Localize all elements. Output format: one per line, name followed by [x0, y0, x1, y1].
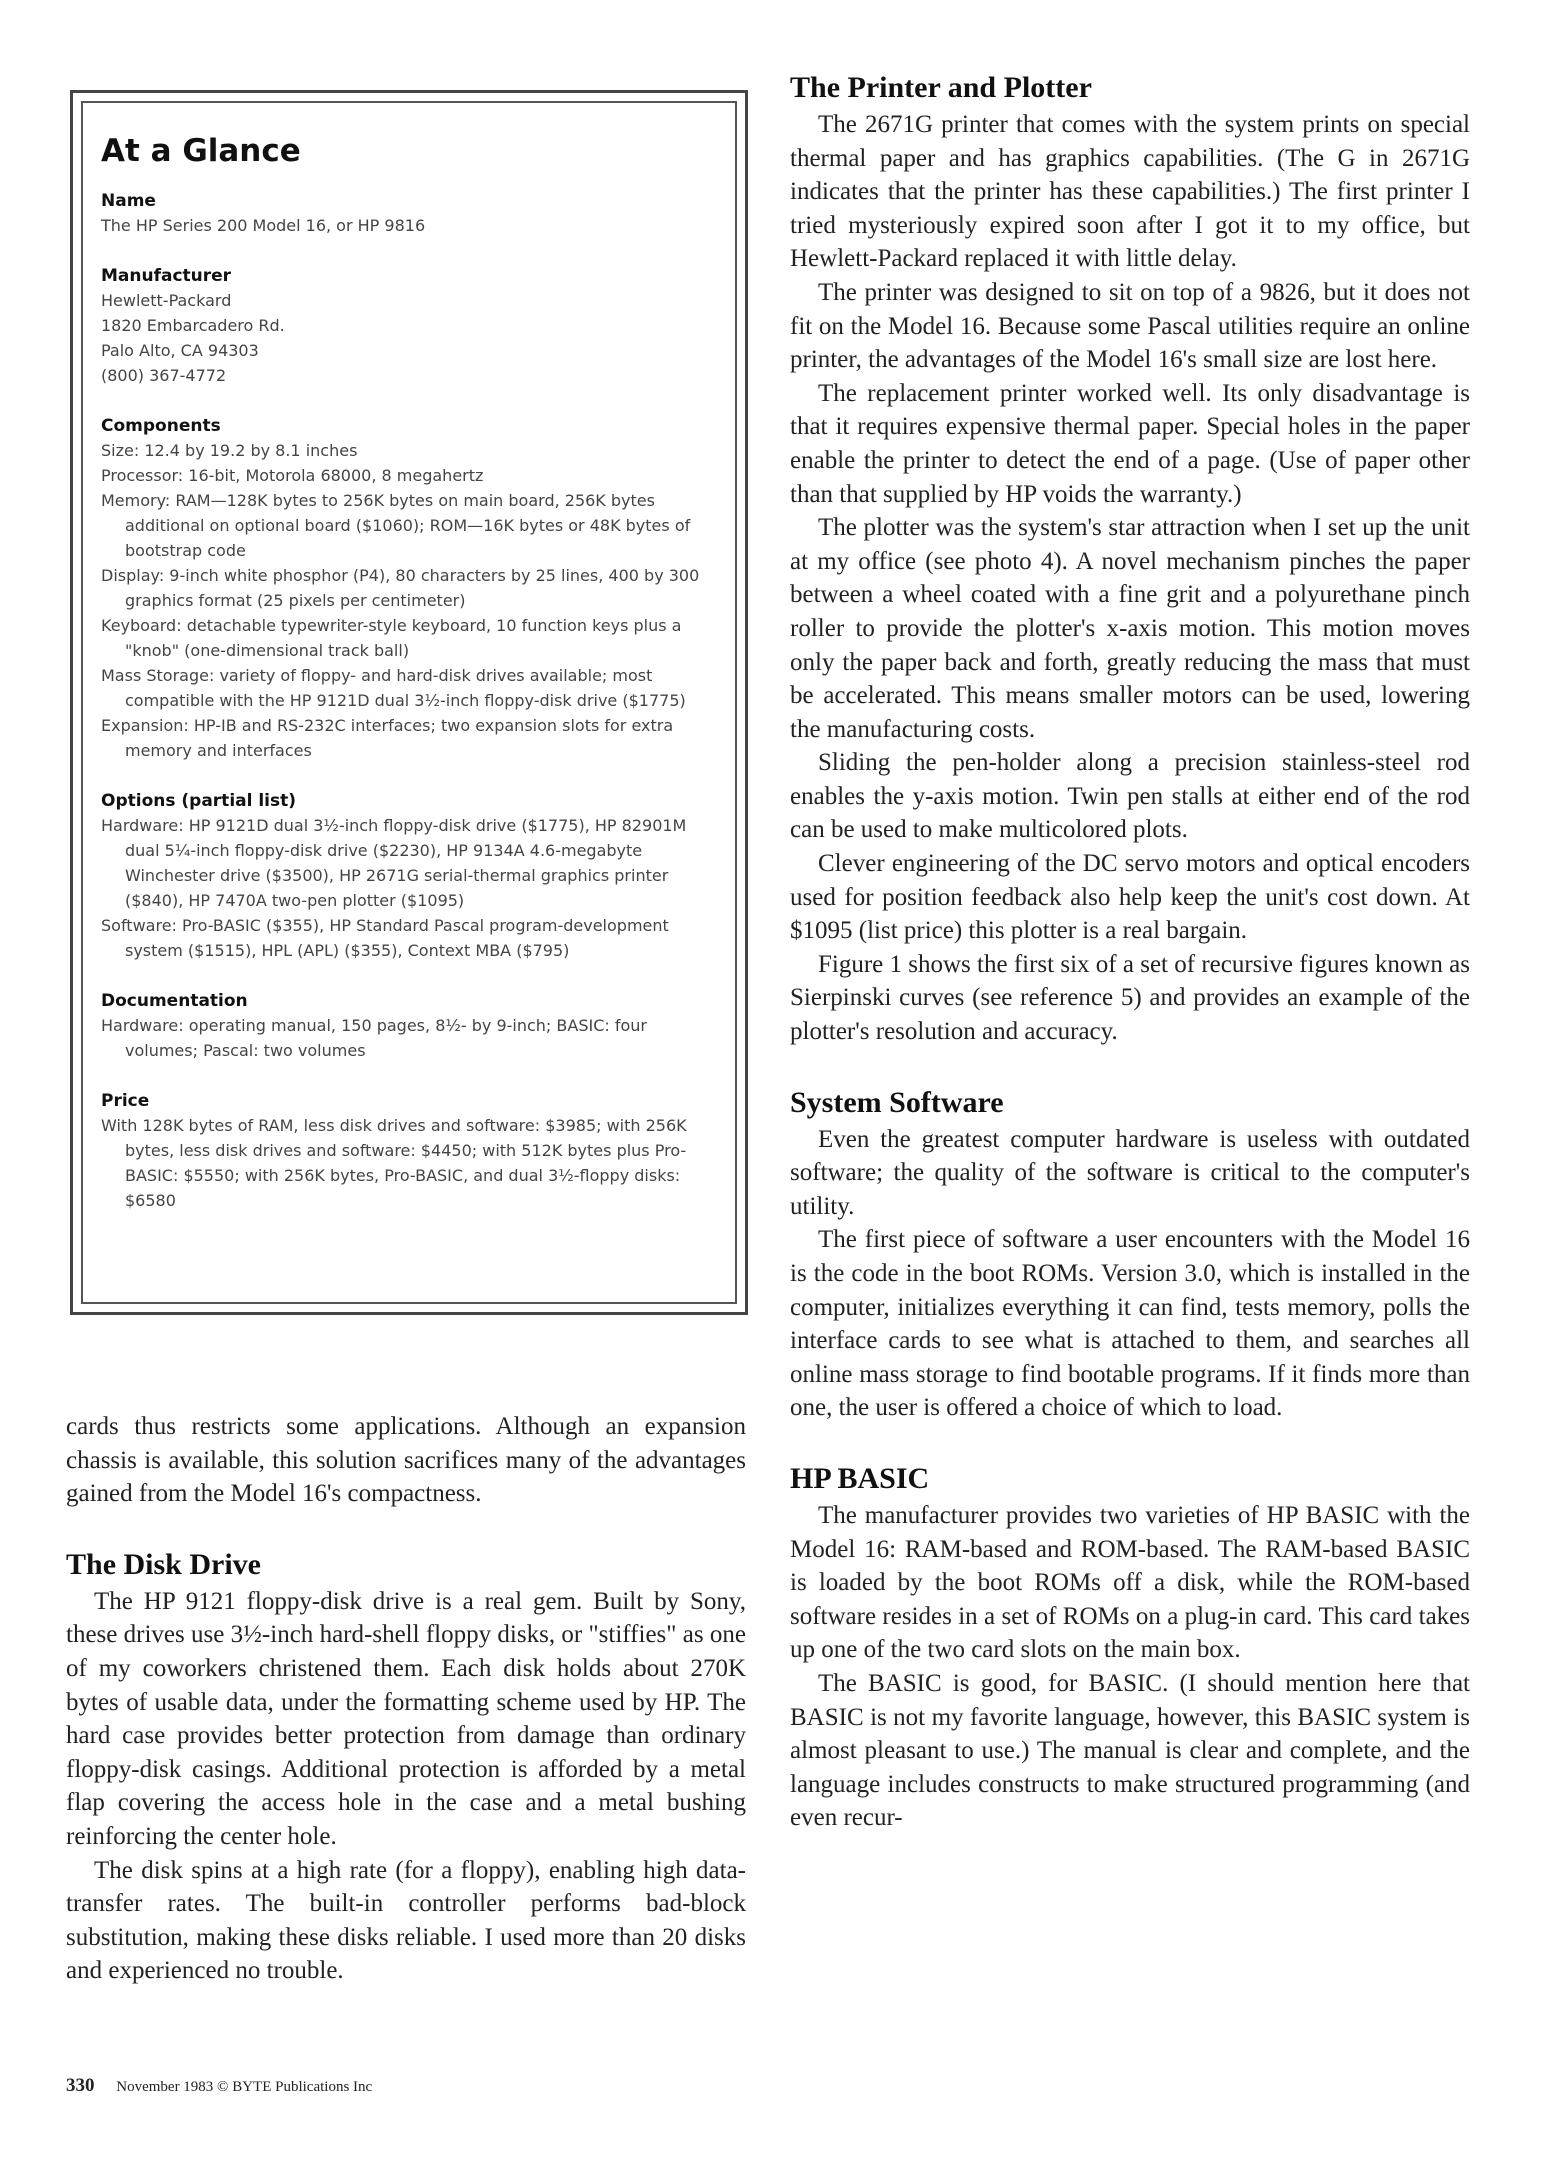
paragraph: The printer was designed to sit on top of a 9826, but it does not fit on the Model 16. Because some Pascal utilities require an online printer, the advantages of the Model 16's small size are lost here.	[790, 278, 1470, 374]
components-section	[101, 414, 717, 763]
section-heading: Price	[101, 1091, 150, 1111]
spec-item: Memory: RAM—128K bytes to 256K bytes on main board, 256K bytes additional on optional board ($1060); ROM—16K bytes or 48K bytes of bootstrap code	[101, 491, 691, 560]
address-line: Hewlett-Packard	[101, 291, 232, 310]
manufacturer-section	[101, 264, 717, 388]
page-number: 330	[66, 2075, 95, 2096]
publication-credit: November 1983 © BYTE Publications Inc	[116, 2079, 373, 2095]
spec-item: Display: 9-inch white phosphor (P4), 80 characters by 25 lines, 400 by 300 graphics format (25 pixels per centimeter)	[101, 566, 700, 610]
section-heading: HP BASIC	[790, 1461, 930, 1495]
paragraph: Even the greatest computer hardware is useless with outdated software; the quality of the software is critical to the computer's utility.	[790, 1125, 1470, 1220]
section-heading: System Software	[790, 1085, 1004, 1119]
section-heading: The Printer and Plotter	[790, 71, 1092, 104]
paragraph: The BASIC is good, for BASIC. (I should mention here that BASIC is not my favorite language, however, this BASIC system is almost pleasant to use.) The manual is clear and complete, and the language includes constructs to make structured programming (and even recur-	[790, 1669, 1470, 1832]
paragraph: The manufacturer provides two varieties of HP BASIC with the Model 16: RAM-based and ROM-based. The RAM-based BASIC is loaded by the boot ROMs off a disk, while the ROM-based software resides in a set of ROMs on a plug-in card. This card takes up one of the two card slots on the main box.	[790, 1501, 1470, 1664]
section-heading: Options (partial list)	[101, 791, 297, 811]
spec-item: Mass Storage: variety of floppy- and hard-disk drives available; most compatible with the HP 9121D dual 3½-inch floppy-disk drive ($1775)	[101, 666, 686, 710]
spec-item: Expansion: HP-IB and RS-232C interfaces; two expansion slots for extra memory and interfaces	[101, 716, 674, 760]
paragraph: The replacement printer worked well. Its only disadvantage is that it requires expensive thermal paper. Special holes in the paper enable the printer to detect the end of a page. (Use of paper other than that supplied by HP voids the warranty.)	[790, 379, 1470, 508]
paragraph: Figure 1 shows the first six of a set of recursive figures known as Sierpinski curves (see reference 5) and provides an example of the plotter's resolution and accuracy.	[790, 950, 1470, 1046]
spec-item: Hardware: operating manual, 150 pages, 8½- by 9-inch; BASIC: four volumes; Pascal: two volumes	[101, 1016, 647, 1060]
sidebar-title: At a Glance	[101, 133, 301, 169]
spec-item: Processor: 16-bit, Motorola 68000, 8 megahertz	[101, 466, 484, 485]
price-section	[101, 1089, 717, 1213]
options-section	[101, 789, 717, 963]
name-section	[101, 189, 717, 238]
paragraph: The first piece of software a user encounters with the Model 16 is the code in the boot ROMs. Version 3.0, which is installed in the computer, initializes everything it can find, tests memory, polls the interface cards to see what is attached to them, and searches all online mass storage to find bootable programs. If it finds more than one, the user is offered a choice of which to load.	[790, 1226, 1470, 1422]
address-line: 1820 Embarcadero Rd.	[101, 316, 285, 335]
paragraph: Clever engineering of the DC servo motors and optical encoders used for position feedback also help keep the unit's cost down. At $1095 (list price) this plotter is a real bargain.	[790, 850, 1470, 945]
documentation-section	[101, 989, 717, 1063]
paragraph: The 2671G printer that comes with the system prints on special thermal paper and has graphics capabilities. (The G in 2671G indicates that the printer has these capabilities.) The first printer I tried mysteriously expired soon after I got it to my office, but Hewlett-Packard replaced it with little delay.	[790, 111, 1470, 273]
paragraph: cards thus restricts some applications. Although an expansion chassis is available, this solution sacrifices many of the advantages gained from the Model 16's compactness.	[66, 1413, 746, 1508]
section-heading: Components	[101, 416, 221, 436]
address-line: Palo Alto, CA 94303	[101, 341, 259, 360]
left-column	[66, 1410, 746, 1988]
spec-item: Hardware: HP 9121D dual 3½-inch floppy-disk drive ($1775), HP 82901M dual 5¼-inch floppy-disk drive ($2230), HP 9134A 4.6-megabyte Winchester drive ($3500), HP 2671G serial-thermal graphics printer ($840), HP 7470A two-pen plotter ($1095)	[101, 816, 687, 910]
spec-item: With 128K bytes of RAM, less disk drives and software: $3985; with 256K bytes, less disk drives and software: $4450; with 512K bytes plus Pro-BASIC: $5550; with 256K bytes, Pro-BASIC, and dual 3½-floppy disks: $6580	[101, 1116, 687, 1210]
at-a-glance-sidebar	[70, 90, 748, 1315]
paragraph: Sliding the pen-holder along a precision stainless-steel rod enables the y-axis motion. Twin pen stalls at either end of the rod can be used to make multicolored plots.	[790, 749, 1470, 844]
section-heading: The Disk Drive	[66, 1547, 261, 1581]
phone-line: (800) 367-4772	[101, 366, 227, 385]
paragraph: The HP 9121 floppy-disk drive is a real gem. Built by Sony, these drives use 3½-inch hard-shell floppy disks, or "stiffies" as one of my coworkers christened them. Each disk holds about 270K bytes of usable data, under the formatting scheme used by HP. The hard case provides better protection from damage than ordinary floppy-disk casings. Additional protection is afforded by a metal flap covering the access hole in the case and a metal bushing reinforcing the center hole.	[66, 1587, 746, 1850]
spec-item: Software: Pro-BASIC ($355), HP Standard Pascal program-development system ($1515), HPL (APL) ($355), Context MBA ($795)	[101, 916, 669, 960]
right-column	[790, 68, 1470, 1835]
spec-item: Keyboard: detachable typewriter-style keyboard, 10 function keys plus a "knob" (one-dimensional track ball)	[101, 616, 682, 660]
paragraph: The plotter was the system's star attraction when I set up the unit at my office (see photo 4). A novel mechanism pinches the paper between a wheel coated with a fine grit and a polyurethane pinch roller to provide the plotter's x-axis motion. This motion moves only the paper back and forth, greatly reducing the mass that must be accelerated. This means smaller motors can be used, lowering the manufacturing costs.	[790, 514, 1470, 743]
name-value: The HP Series 200 Model 16, or HP 9816	[101, 216, 426, 235]
paragraph: The disk spins at a high rate (for a floppy), enabling high data-transfer rates. The built-in controller performs bad-block substitution, making these disks reliable. I used more than 20 disks and experienced no trouble.	[66, 1856, 746, 1985]
section-heading: Name	[101, 191, 156, 211]
section-heading: Documentation	[101, 991, 248, 1011]
section-heading: Manufacturer	[101, 266, 232, 286]
page-footer	[66, 2075, 372, 2097]
spec-item: Size: 12.4 by 19.2 by 8.1 inches	[101, 441, 358, 460]
